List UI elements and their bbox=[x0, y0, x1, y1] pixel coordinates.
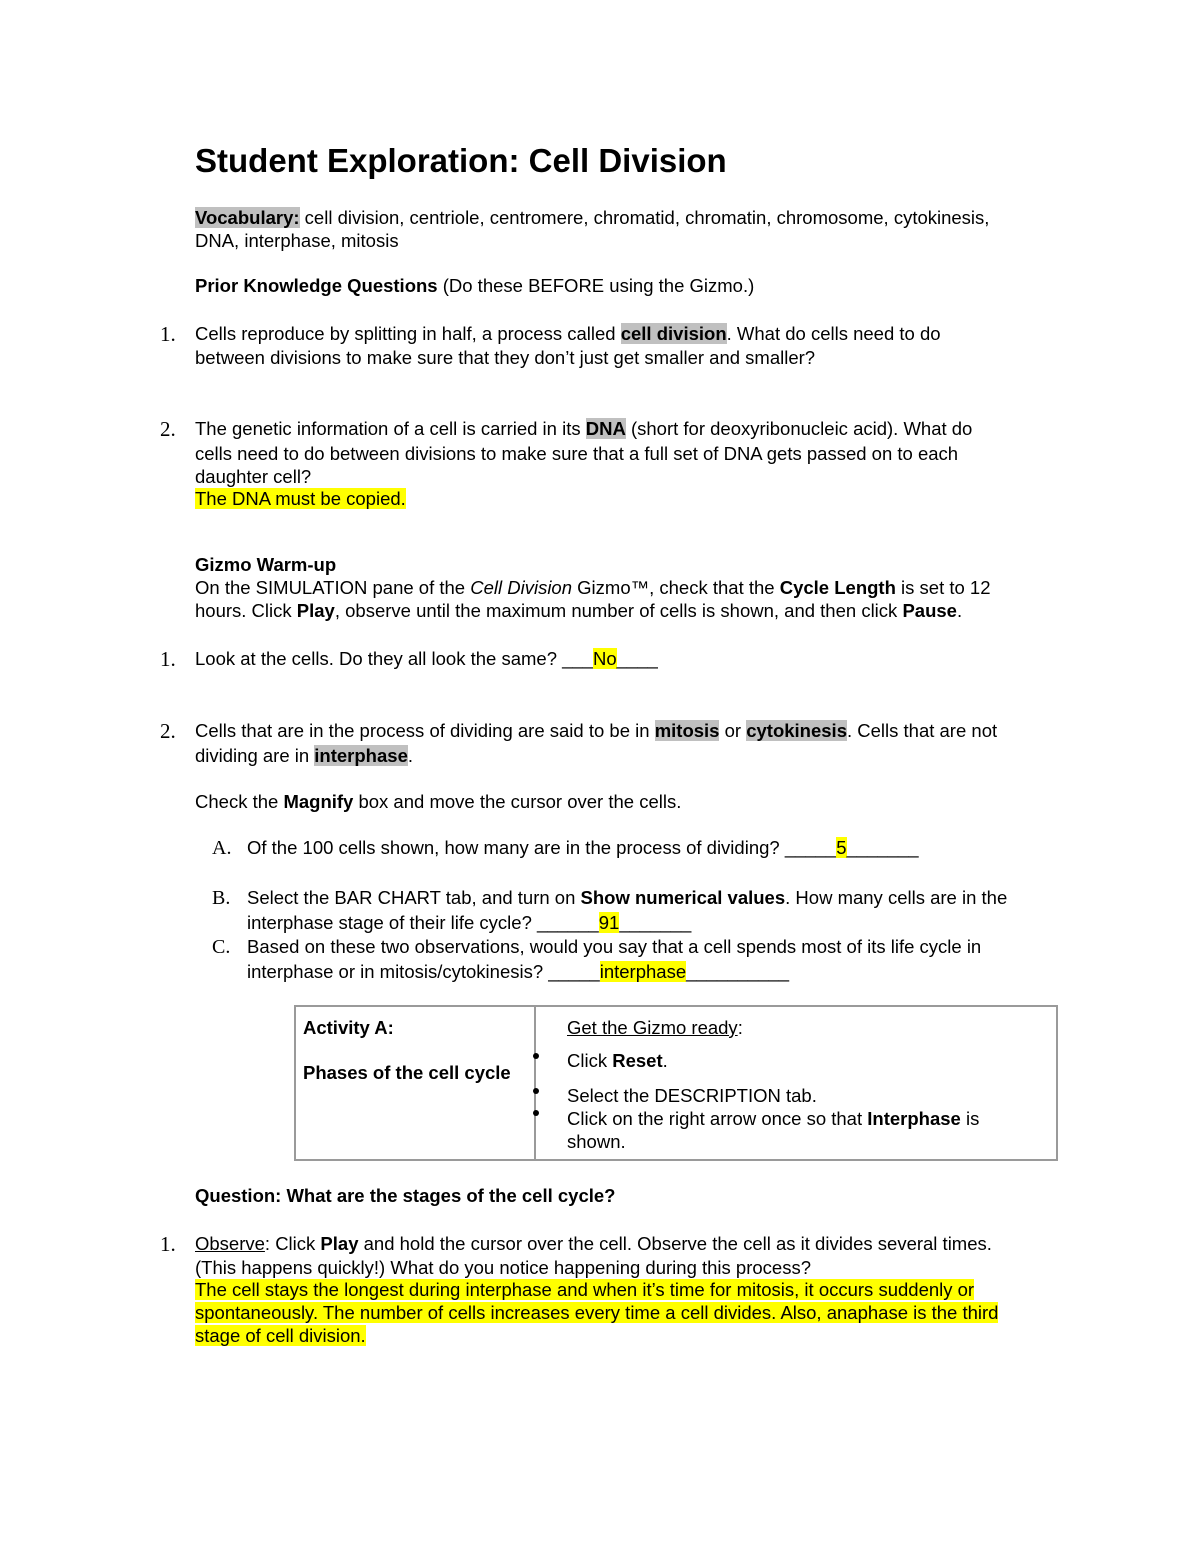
reset-term: Reset bbox=[612, 1050, 663, 1071]
text: dividing are in bbox=[195, 745, 315, 766]
activity-label: Activity A: bbox=[303, 1017, 394, 1038]
vocab-term: DNA bbox=[585, 418, 626, 439]
text: The genetic information of a cell is carried in its bbox=[195, 418, 586, 439]
page-title: Student Exploration: Cell Division bbox=[195, 142, 727, 179]
text: Click bbox=[567, 1050, 613, 1071]
step-reset bbox=[567, 1049, 668, 1072]
question-number: 2. bbox=[160, 719, 176, 743]
vocab-term: cytokinesis bbox=[746, 720, 847, 741]
text: Gizmo™, check that the bbox=[572, 577, 780, 598]
answer-text[interactable]: stage of cell division. bbox=[195, 1325, 366, 1346]
gizmo-name: Cell Division bbox=[470, 577, 573, 598]
text: or bbox=[719, 720, 747, 741]
answer-text[interactable]: spontaneously. The number of cells increases every time a cell divides. Also, anaphase is the third bbox=[195, 1302, 999, 1323]
text: is set to 12 bbox=[895, 577, 991, 598]
warmup-question-1 bbox=[195, 647, 658, 670]
answer-text[interactable]: No bbox=[593, 648, 617, 669]
text: . bbox=[956, 600, 963, 621]
text: Check the bbox=[195, 791, 284, 812]
interphase-term: Interphase bbox=[867, 1108, 961, 1129]
text: Of the 100 cells shown, how many are in the process of dividing? _____ bbox=[247, 837, 837, 858]
question-number: 2. bbox=[160, 417, 176, 441]
answer-text[interactable]: The DNA must be copied. bbox=[195, 488, 406, 509]
sub-question-a bbox=[247, 836, 919, 859]
step-right-arrow-line-2: shown. bbox=[567, 1131, 626, 1152]
text: Look at the cells. Do they all look the same? ___ bbox=[195, 648, 593, 669]
text: Get the Gizmo ready bbox=[567, 1017, 738, 1038]
prior-knowledge-heading bbox=[195, 274, 754, 297]
answer-text[interactable]: 91 bbox=[598, 912, 620, 933]
text: : bbox=[737, 1017, 743, 1038]
cycle-length-term: Cycle Length bbox=[779, 577, 896, 598]
gizmo-ready-heading bbox=[567, 1016, 743, 1039]
answer-text[interactable]: interphase bbox=[599, 961, 687, 982]
question-number: 1. bbox=[160, 1232, 176, 1256]
text: and hold the cursor over the cell. Observe the cell as it divides several times. bbox=[358, 1233, 992, 1254]
play-term: Play bbox=[296, 600, 335, 621]
sub-question-letter: C. bbox=[212, 936, 231, 958]
text: interphase stage of their life cycle? ______ bbox=[247, 912, 599, 933]
text: . What do cells need to do bbox=[726, 323, 941, 344]
text: : Click bbox=[264, 1233, 321, 1254]
question-heading: Question: What are the stages of the cell cycle? bbox=[195, 1185, 616, 1206]
text: (short for deoxyribonucleic acid). What do bbox=[625, 418, 973, 439]
text: Cells reproduce by splitting in half, a process called bbox=[195, 323, 621, 344]
vocabulary-terms: cell division, centriole, centromere, chromatid, chromatin, chromosome, cytokinesis, bbox=[299, 207, 990, 228]
blank: ____ bbox=[616, 648, 658, 669]
question-number: 1. bbox=[160, 322, 176, 346]
bullet-icon bbox=[533, 1088, 539, 1094]
answer-text[interactable]: The cell stays the longest during interphase and when it’s time for mitosis, it occurs suddenly or bbox=[195, 1279, 975, 1300]
prior-question-2 bbox=[195, 417, 972, 440]
pause-term: Pause bbox=[902, 600, 957, 621]
text: . bbox=[407, 745, 413, 766]
text: Cells that are in the process of dividing are said to be in bbox=[195, 720, 655, 741]
observe-label: Observe bbox=[195, 1233, 265, 1254]
bullet-icon bbox=[533, 1053, 539, 1059]
observe-question-line-2: (This happens quickly!) What do you notice happening during this process? bbox=[195, 1257, 811, 1278]
text: On the SIMULATION pane of the bbox=[195, 577, 471, 598]
sub-question-letter: A. bbox=[212, 837, 232, 859]
prior-question-2-line-3: daughter cell? bbox=[195, 466, 312, 487]
prior-question-2-line-2: cells need to do between divisions to make sure that a full set of DNA gets passed on to each bbox=[195, 443, 959, 464]
text: is bbox=[960, 1108, 980, 1129]
play-term: Play bbox=[320, 1233, 359, 1254]
vocabulary-line-1 bbox=[195, 206, 989, 229]
warmup-question-2 bbox=[195, 719, 997, 742]
text: . Cells that are not bbox=[846, 720, 998, 741]
answer-text[interactable]: 5 bbox=[836, 837, 847, 858]
warmup-line-1 bbox=[195, 576, 991, 599]
sub-question-b-line-2 bbox=[247, 911, 691, 934]
blank: _______ bbox=[846, 837, 919, 858]
text: box and move the cursor over the cells. bbox=[353, 791, 682, 812]
sub-question-b bbox=[247, 886, 1007, 909]
activity-table-divider bbox=[534, 1005, 536, 1161]
text: , observe until the maximum number of cells is shown, and then click bbox=[334, 600, 903, 621]
magnify-term: Magnify bbox=[283, 791, 354, 812]
vocab-term: cell division bbox=[620, 323, 727, 344]
warmup-heading: Gizmo Warm-up bbox=[195, 554, 337, 575]
question-number: 1. bbox=[160, 647, 176, 671]
sub-question-c: Based on these two observations, would you say that a cell spends most of its life cycle in bbox=[247, 936, 982, 957]
prior-heading-text: Prior Knowledge Questions bbox=[195, 275, 438, 296]
text: Select the BAR CHART tab, and turn on bbox=[247, 887, 581, 908]
observe-answer-line-3[interactable] bbox=[195, 1324, 366, 1347]
blank: _______ bbox=[619, 912, 692, 933]
show-values-term: Show numerical values bbox=[580, 887, 786, 908]
text: Click on the right arrow once so that bbox=[567, 1108, 868, 1129]
text: hours. Click bbox=[195, 600, 297, 621]
observe-question bbox=[195, 1232, 992, 1255]
text: interphase or in mitosis/cytokinesis? _____ bbox=[247, 961, 600, 982]
vocab-term: mitosis bbox=[654, 720, 720, 741]
step-description-tab: Select the DESCRIPTION tab. bbox=[567, 1085, 817, 1106]
observe-answer-line-1[interactable] bbox=[195, 1278, 974, 1301]
activity-subtitle: Phases of the cell cycle bbox=[303, 1062, 511, 1083]
warmup-line-2 bbox=[195, 599, 962, 622]
sub-question-letter: B. bbox=[212, 887, 231, 909]
prior-heading-note: (Do these BEFORE using the Gizmo.) bbox=[437, 275, 755, 296]
warmup-question-2-line-2 bbox=[195, 744, 413, 767]
text: . bbox=[662, 1050, 668, 1071]
blank: __________ bbox=[686, 961, 790, 982]
sub-question-c-line-2 bbox=[247, 960, 789, 983]
vocab-term: interphase bbox=[314, 745, 408, 766]
vocabulary-label: Vocabulary: bbox=[195, 207, 300, 228]
prior-answer-2[interactable] bbox=[195, 487, 406, 510]
text: . How many cells are in the bbox=[785, 887, 1008, 908]
magnify-instruction bbox=[195, 790, 681, 813]
prior-question-1 bbox=[195, 322, 941, 345]
step-right-arrow bbox=[567, 1107, 979, 1130]
bullet-icon bbox=[533, 1110, 539, 1116]
vocabulary-line-2: DNA, interphase, mitosis bbox=[195, 230, 399, 251]
observe-answer-line-2[interactable] bbox=[195, 1301, 998, 1324]
prior-question-1-line-2: between divisions to make sure that they don’t just get smaller and smaller? bbox=[195, 347, 816, 368]
